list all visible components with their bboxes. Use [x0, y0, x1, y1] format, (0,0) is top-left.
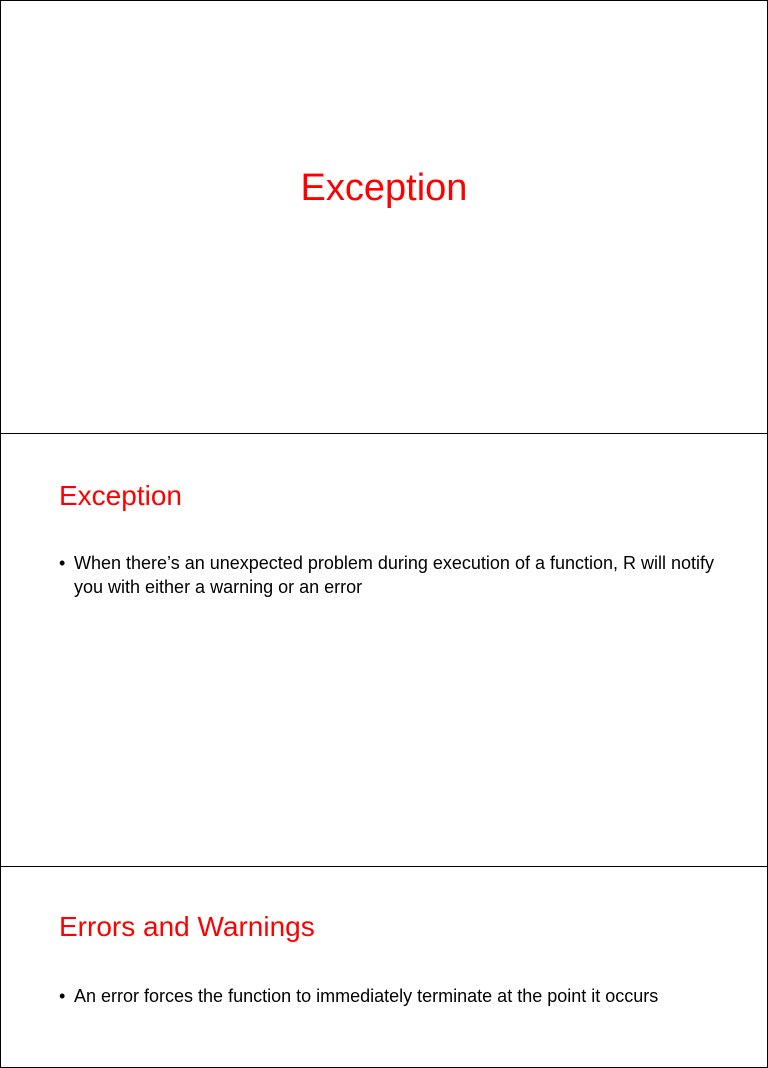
bullet-icon: •	[59, 553, 66, 573]
bullet-item	[59, 984, 727, 1008]
bullet-list	[59, 551, 727, 599]
bullet-icon: •	[59, 986, 66, 1006]
slide-heading: Exception	[59, 480, 182, 511]
slide-2	[0, 433, 768, 867]
bullet-text: When there’s an unexpected problem during execution of a function, R will notify you with either a warning or an error	[74, 553, 715, 597]
bullet-item	[59, 551, 727, 599]
bullet-list	[59, 984, 727, 1008]
bullet-text: An error forces the function to immediately terminate at the point it occurs	[74, 986, 659, 1006]
slide-1	[0, 0, 768, 434]
slide-3	[0, 866, 768, 1068]
slide-title: Exception	[300, 167, 468, 209]
slide-heading: Errors and Warnings	[59, 911, 315, 942]
